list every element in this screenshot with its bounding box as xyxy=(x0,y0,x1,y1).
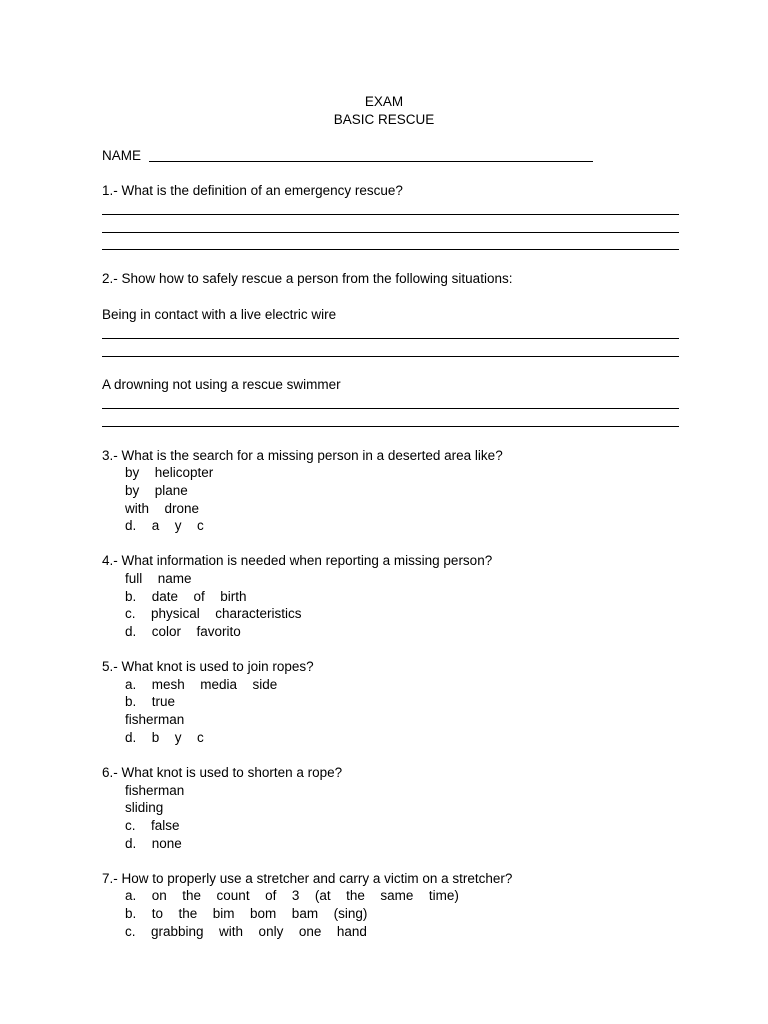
answer-line[interactable] xyxy=(102,408,679,409)
exam-subtitle: BASIC RESCUE xyxy=(333,112,435,127)
q4-option[interactable]: full name xyxy=(125,571,192,586)
q7-option[interactable]: b. to the bim bom bam (sing) xyxy=(125,906,368,921)
q4-option[interactable]: b. date of birth xyxy=(125,589,247,604)
q7-option[interactable]: a. on the count of 3 (at the same time) xyxy=(125,888,459,903)
name-label: NAME xyxy=(102,148,142,163)
q3-option[interactable]: by plane xyxy=(125,483,188,498)
question-2: 2.- Show how to safely rescue a person from the following situations: xyxy=(102,271,513,286)
q6-option[interactable]: fisherman xyxy=(125,783,185,798)
q4-option[interactable]: d. color favorito xyxy=(125,624,241,639)
q6-option[interactable]: sliding xyxy=(125,800,164,815)
q5-option[interactable]: a. mesh media side xyxy=(125,677,278,692)
q6-option[interactable]: d. none xyxy=(125,836,182,851)
answer-line[interactable] xyxy=(102,249,679,250)
answer-line[interactable] xyxy=(102,338,679,339)
question-1: 1.- What is the definition of an emergency rescue? xyxy=(102,183,403,198)
answer-line[interactable] xyxy=(102,232,679,233)
situation-drowning: A drowning not using a rescue swimmer xyxy=(102,377,341,392)
q5-option[interactable]: fisherman xyxy=(125,712,185,727)
q3-option[interactable]: with drone xyxy=(125,501,200,516)
question-7: 7.- How to properly use a stretcher and carry a victim on a stretcher? xyxy=(102,871,513,886)
name-answer-line[interactable] xyxy=(149,161,593,162)
q4-option[interactable]: c. physical characteristics xyxy=(125,606,302,621)
q7-option[interactable]: c. grabbing with only one hand xyxy=(125,924,367,939)
question-5: 5.- What knot is used to join ropes? xyxy=(102,659,314,674)
answer-line[interactable] xyxy=(102,214,679,215)
situation-electric-wire: Being in contact with a live electric wire xyxy=(102,307,337,322)
q6-option[interactable]: c. false xyxy=(125,818,180,833)
answer-line[interactable] xyxy=(102,426,679,427)
answer-line[interactable] xyxy=(102,356,679,357)
question-6: 6.- What knot is used to shorten a rope? xyxy=(102,765,343,780)
q3-option[interactable]: by helicopter xyxy=(125,465,214,480)
q5-option[interactable]: b. true xyxy=(125,694,176,709)
question-4: 4.- What information is needed when reporting a missing person? xyxy=(102,553,493,568)
question-3: 3.- What is the search for a missing person in a deserted area like? xyxy=(102,448,503,463)
q5-option[interactable]: d. b y c xyxy=(125,730,204,745)
exam-title: EXAM xyxy=(364,94,404,109)
q3-option[interactable]: d. a y c xyxy=(125,518,204,533)
